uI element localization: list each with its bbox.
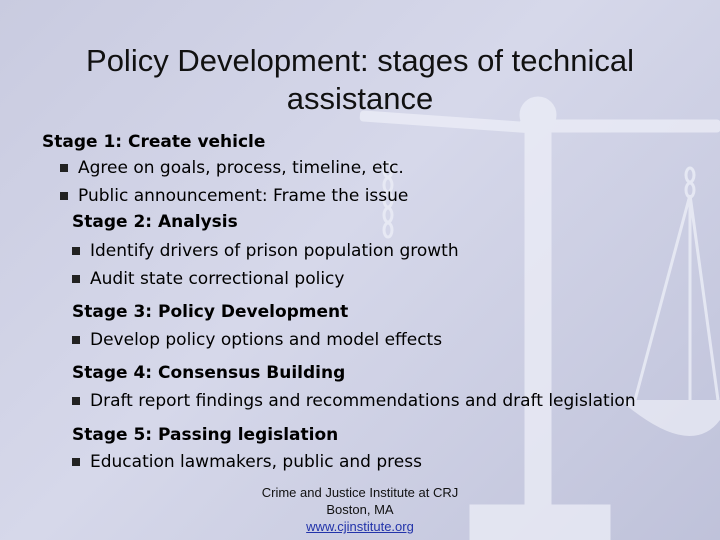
- footer: [230, 484, 490, 535]
- square-bullet-icon: [60, 164, 68, 172]
- list-item: [72, 452, 422, 472]
- bullet-text: Identify drivers of prison population growth: [90, 241, 459, 261]
- footer-org: Crime and Justice Institute at CRJ: [261, 485, 459, 500]
- square-bullet-icon: [72, 336, 80, 344]
- square-bullet-icon: [72, 247, 80, 255]
- bullet-text: Agree on goals, process, timeline, etc.: [78, 158, 404, 178]
- square-bullet-icon: [72, 275, 80, 283]
- footer-location: Boston, MA: [326, 502, 394, 517]
- square-bullet-icon: [72, 397, 80, 405]
- bullet-text: Public announcement: Frame the issue: [78, 186, 409, 206]
- list-item: [72, 241, 459, 261]
- list-item: [72, 391, 636, 411]
- list-item: [72, 269, 344, 289]
- stage-2-heading: Stage 2: Analysis: [72, 212, 238, 232]
- square-bullet-icon: [60, 192, 68, 200]
- list-item: [60, 186, 408, 206]
- stage-3-heading: Stage 3: Policy Development: [72, 302, 349, 322]
- bullet-text: Draft report findings and recommendations and draft legislation: [90, 391, 636, 411]
- stage-5-heading: Stage 5: Passing legislation: [72, 425, 339, 445]
- list-item: [72, 330, 442, 350]
- square-bullet-icon: [72, 458, 80, 466]
- list-item: [60, 158, 404, 178]
- stage-1-heading: Stage 1: Create vehicle: [42, 132, 266, 152]
- footer-website-link[interactable]: www.cjinstitute.org: [306, 519, 414, 534]
- stage-4-heading: Stage 4: Consensus Building: [72, 363, 346, 383]
- title-line-1: Policy Development: stages of technical: [86, 43, 634, 78]
- bullet-text: Develop policy options and model effects: [90, 330, 443, 350]
- bullet-text: Education lawmakers, public and press: [90, 452, 422, 472]
- bullet-text: Audit state correctional policy: [90, 269, 345, 289]
- title-line-2: assistance: [286, 81, 434, 116]
